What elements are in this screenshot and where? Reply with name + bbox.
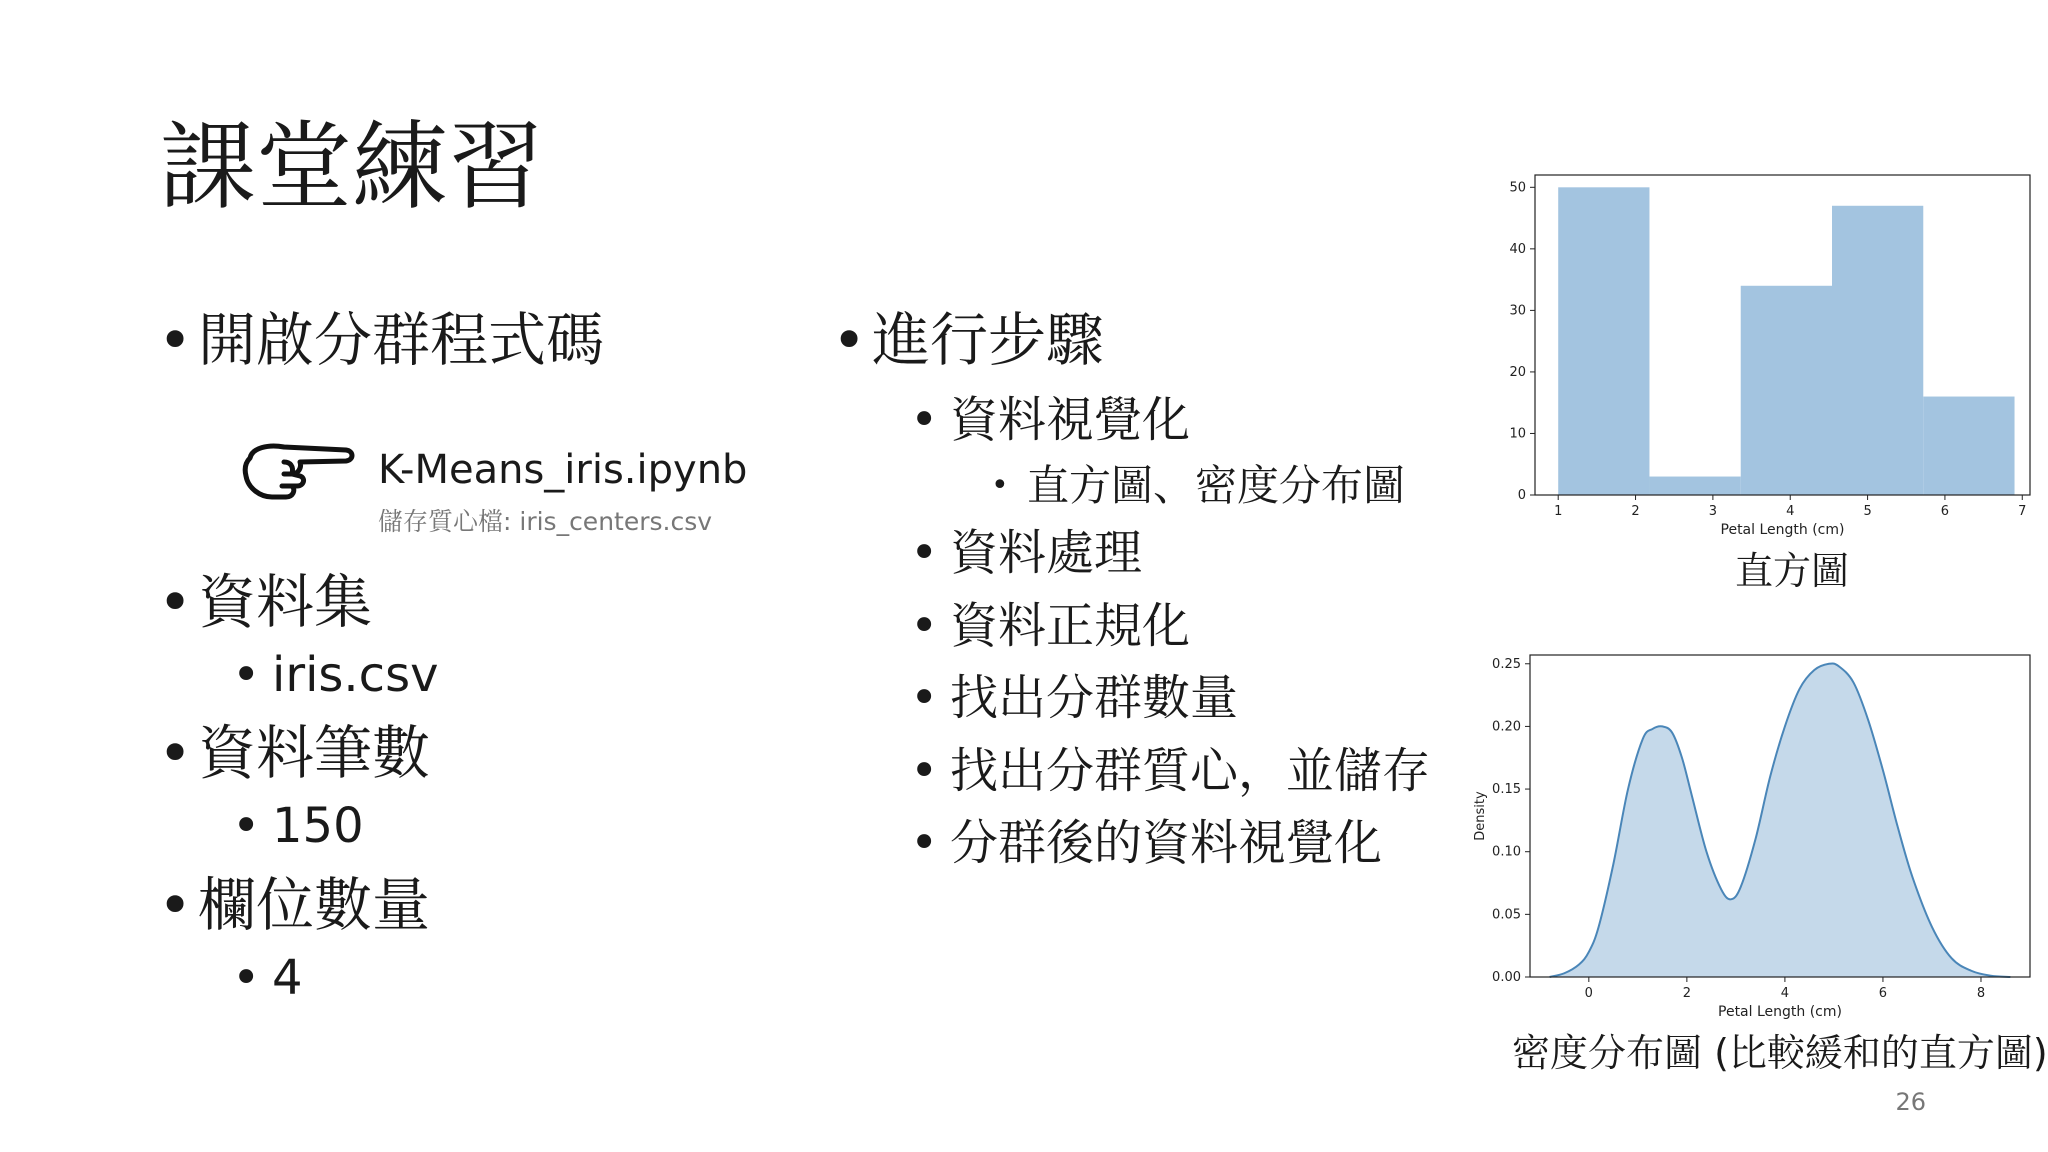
hist-bar-3: [1741, 286, 1832, 495]
kde-x-tick-label: 2: [1682, 986, 1692, 1001]
hist-bar-5: [1923, 397, 2014, 495]
centers-file-note: 儲存質心檔: iris_centers.csv: [378, 507, 713, 536]
bullet-dataset: • 資料集: [198, 567, 372, 637]
step-item-3: • 資料正規化: [950, 596, 1190, 656]
notebook-file-name: K-Means_iris.ipynb: [378, 447, 748, 493]
kde-y-tick-label: 0.25: [1492, 656, 1521, 672]
hist-bar-2: [1649, 477, 1740, 495]
step-item-2: • 資料處理: [950, 523, 1142, 583]
density-chart: [1470, 650, 2040, 1025]
kde-y-tick-label: 0.15: [1492, 782, 1521, 798]
hist-x-axis-label: Petal Length (cm): [1720, 522, 1845, 538]
kde-x-tick-label: 8: [1976, 986, 1986, 1001]
bullet-record-count: • 資料筆數: [198, 718, 430, 788]
pointing-hand-icon: [240, 440, 358, 506]
kde-fill-area: [1550, 663, 2011, 977]
hist-y-tick-label: 10: [1509, 426, 1526, 442]
hist-y-tick-label: 40: [1509, 241, 1526, 257]
bullet-open-code: • 開啟分群程式碼: [198, 305, 604, 375]
kde-y-tick-label: 0.05: [1492, 907, 1521, 923]
kde-y-tick-label: 0.00: [1492, 970, 1521, 985]
step-item-5: • 找出分群質心，並儲存: [950, 741, 1430, 801]
hist-bar-1: [1558, 187, 1649, 495]
kde-y-tick-label: 0.20: [1492, 719, 1521, 735]
record-count-value: • 150: [272, 796, 364, 856]
step-item-1: • 資料視覺化: [950, 390, 1190, 450]
kde-x-tick-label: 0: [1584, 986, 1593, 1001]
hist-x-tick-label: 7: [2018, 504, 2027, 519]
hist-y-tick-label: 30: [1509, 303, 1526, 319]
kde-y-axis-label: Density: [1473, 791, 1488, 841]
hist-y-tick-label: 0: [1517, 488, 1526, 503]
kde-y-tick-label: 0.10: [1492, 844, 1521, 860]
density-caption: 密度分布圖 (比較緩和的直方圖): [1512, 1031, 2048, 1075]
steps-heading: • 進行步驟: [872, 305, 1104, 375]
hist-y-tick-label: 50: [1509, 180, 1526, 196]
hist-x-tick-label: 4: [1786, 504, 1795, 519]
page-title: 課堂練習: [160, 111, 544, 223]
dataset-value: • iris.csv: [272, 645, 438, 705]
step-sub-item: • 直方圖、密度分布圖: [1027, 459, 1405, 513]
page-number: 26: [1895, 1088, 1926, 1116]
hist-bar-4: [1832, 206, 1923, 495]
field-count-value: • 4: [272, 948, 303, 1008]
histogram-caption: 直方圖: [1735, 549, 1850, 593]
step-item-6: • 分群後的資料視覺化: [950, 813, 1382, 873]
kde-x-axis-label: Petal Length (cm): [1718, 1004, 1842, 1020]
hist-x-tick-label: 5: [1863, 504, 1872, 519]
hist-x-tick-label: 3: [1708, 504, 1718, 519]
hist-y-tick-label: 20: [1509, 364, 1526, 380]
hist-x-tick-label: 2: [1631, 504, 1640, 519]
kde-x-tick-label: 4: [1780, 986, 1790, 1001]
kde-x-tick-label: 6: [1878, 986, 1888, 1001]
histogram-chart: [1490, 170, 2040, 545]
hist-x-tick-label: 6: [1940, 504, 1950, 519]
step-item-4: • 找出分群數量: [950, 668, 1238, 728]
bullet-field-count: • 欄位數量: [198, 870, 430, 940]
hist-x-tick-label: 1: [1554, 504, 1563, 519]
